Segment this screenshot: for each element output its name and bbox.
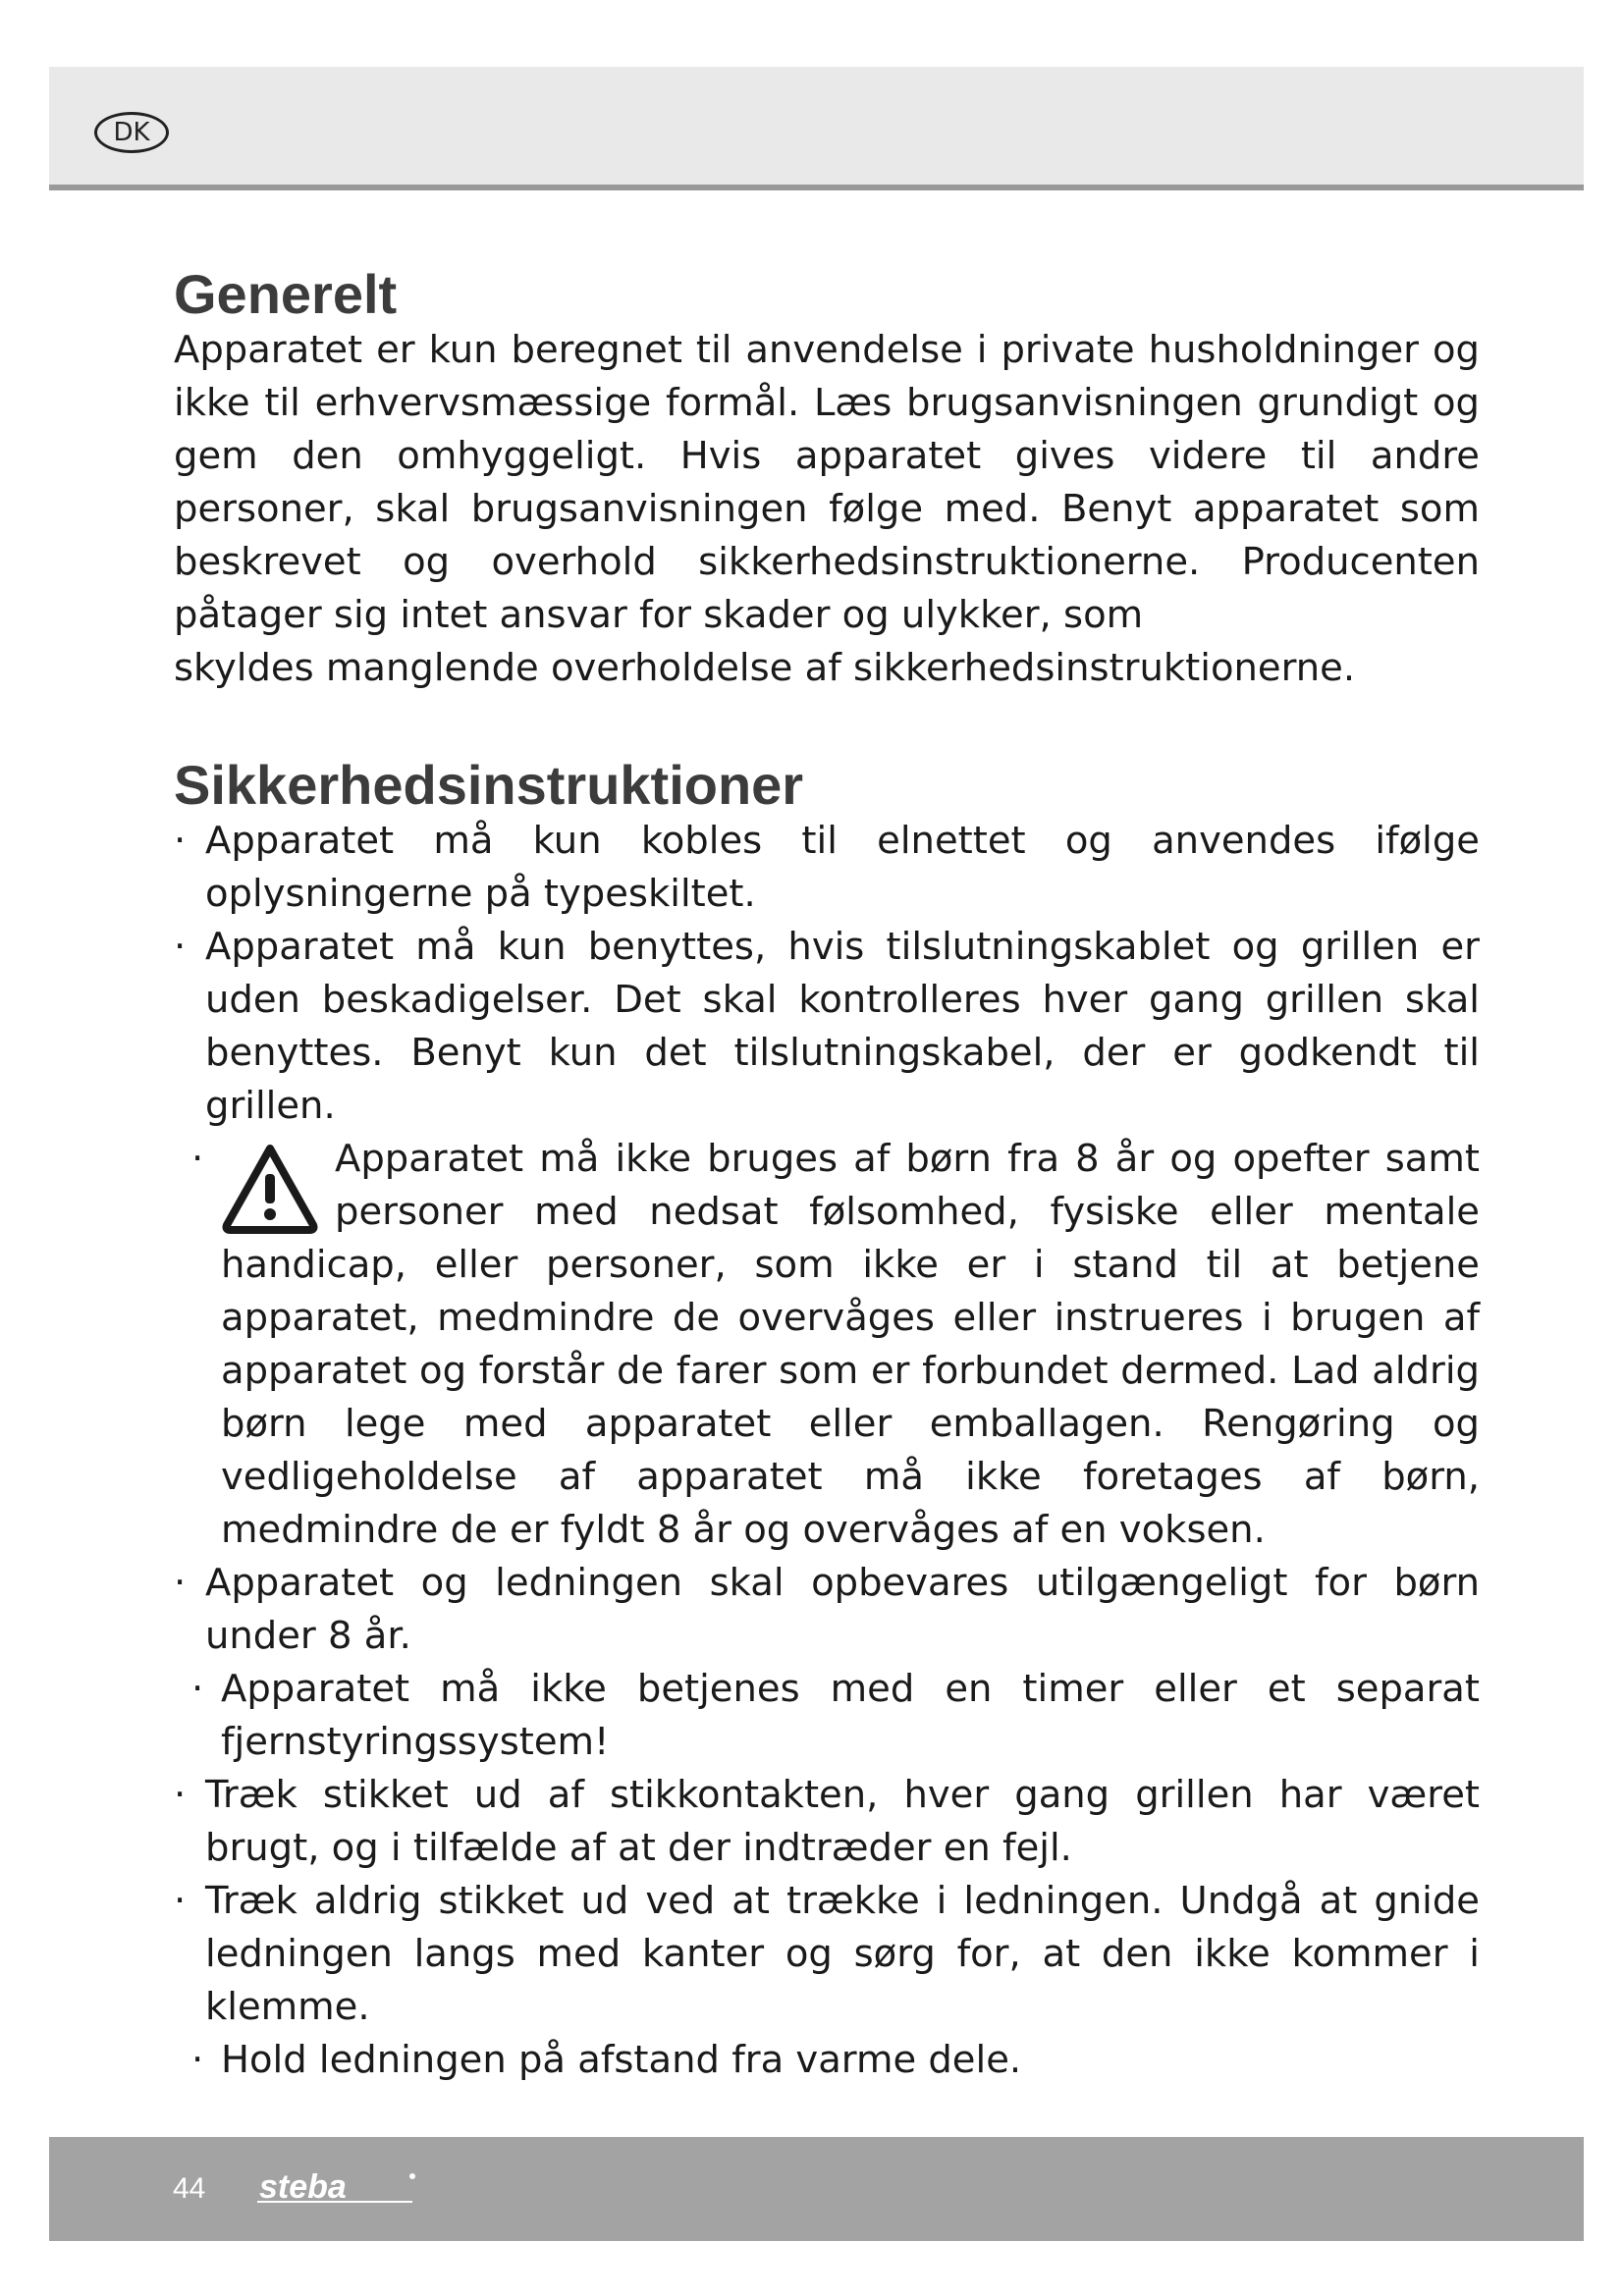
- general-paragraph: [174, 324, 1480, 695]
- list-item: [174, 1769, 1480, 1875]
- bullet: ·: [174, 1773, 187, 1817]
- bullet: ·: [174, 925, 187, 969]
- list-item: [174, 1663, 1480, 1769]
- bullet: ·: [191, 1667, 204, 1711]
- page-footer: [49, 2137, 1584, 2241]
- list-item-text: Apparatet må ikke betjenes med en timer eller et separat fjernstyringssystem!: [221, 1667, 1480, 1764]
- list-item-text: Træk aldrig stikket ud ved at trække i ledningen. Undgå at gnide ledningen langs med kanter og sørg for, at den ikke kommer i klemme.: [205, 1879, 1480, 2029]
- list-item-text: Apparatet må ikke bruges af børn fra 8 år og opefter samt personer med nedsat følsomhed, fysiske eller mentale handicap, eller personer, som ikke er i stand til at betjene apparatet, medmindre de overvåges eller instrueres i brugen af apparatet og forstår de farer som er forbundet dermed. Lad aldrig børn lege med apparatet eller emballagen. Rengøring og vedligeholdelse af apparatet må ikke foretages af børn, medmindre de er fyldt 8 år og overvåges af en voksen.: [221, 1137, 1480, 1552]
- section-title-safety: Sikkerhedsinstruktioner: [174, 754, 804, 816]
- list-item-text: Træk stikket ud af stikkontakten, hver gang grillen har været brugt, og i tilfælde af at der indtræder en fejl.: [205, 1773, 1480, 1870]
- list-item: [174, 921, 1480, 1133]
- general-body: Apparatet er kun beregnet til anvendelse i private husholdninger og ikke til erhvervsmæssige formål. Læs brugsanvisningen grundigt og gem den omhyggeligt. Hvis apparatet gives videre til andre personer, skal brugsanvisningen følge med. Benyt apparatet som beskrevet og overhold sikkerhedsinstruktionerne. Producenten påtager sig intet ansvar for skader og ulykker, som: [174, 328, 1480, 637]
- list-item: [174, 1875, 1480, 2034]
- bullet: ·: [191, 1137, 204, 1181]
- list-item-text: Hold ledningen på afstand fra varme dele.: [221, 2038, 1022, 2082]
- language-badge: DK: [94, 112, 169, 153]
- page-header: [49, 67, 1584, 190]
- page-content: [174, 265, 1480, 2087]
- list-item: [174, 815, 1480, 921]
- bullet: ·: [174, 1561, 187, 1605]
- bullet: ·: [191, 2038, 204, 2082]
- page-number: 44: [173, 2172, 206, 2205]
- bullet: ·: [174, 819, 187, 863]
- bullet: ·: [174, 1879, 187, 1923]
- list-item: [174, 1557, 1480, 1663]
- list-item: [174, 2034, 1480, 2087]
- general-body-last-line: skyldes manglende overholdelse af sikkerhedsinstruktionerne.: [174, 646, 1356, 690]
- safety-list: [174, 815, 1480, 2087]
- list-item-text: Apparatet og ledningen skal opbevares utilgængeligt for børn under 8 år.: [205, 1561, 1480, 1658]
- warning-triangle-icon: [221, 1141, 319, 1235]
- list-item-text: Apparatet må kun benyttes, hvis tilslutningskablet og grillen er uden beskadigelser. Det skal kontrolleres hver gang grillen skal benyttes. Benyt kun det tilslutningskabel, der er godkendt til grillen.: [205, 925, 1480, 1128]
- list-item-text: Apparatet må kun kobles til elnettet og anvendes ifølge oplysningerne på typeskiltet.: [205, 819, 1480, 916]
- list-item-warning: [174, 1133, 1480, 1557]
- steba-logo: [255, 2166, 422, 2210]
- brand-logo-text: steba: [259, 2168, 347, 2206]
- section-title-general: Generelt: [174, 263, 398, 325]
